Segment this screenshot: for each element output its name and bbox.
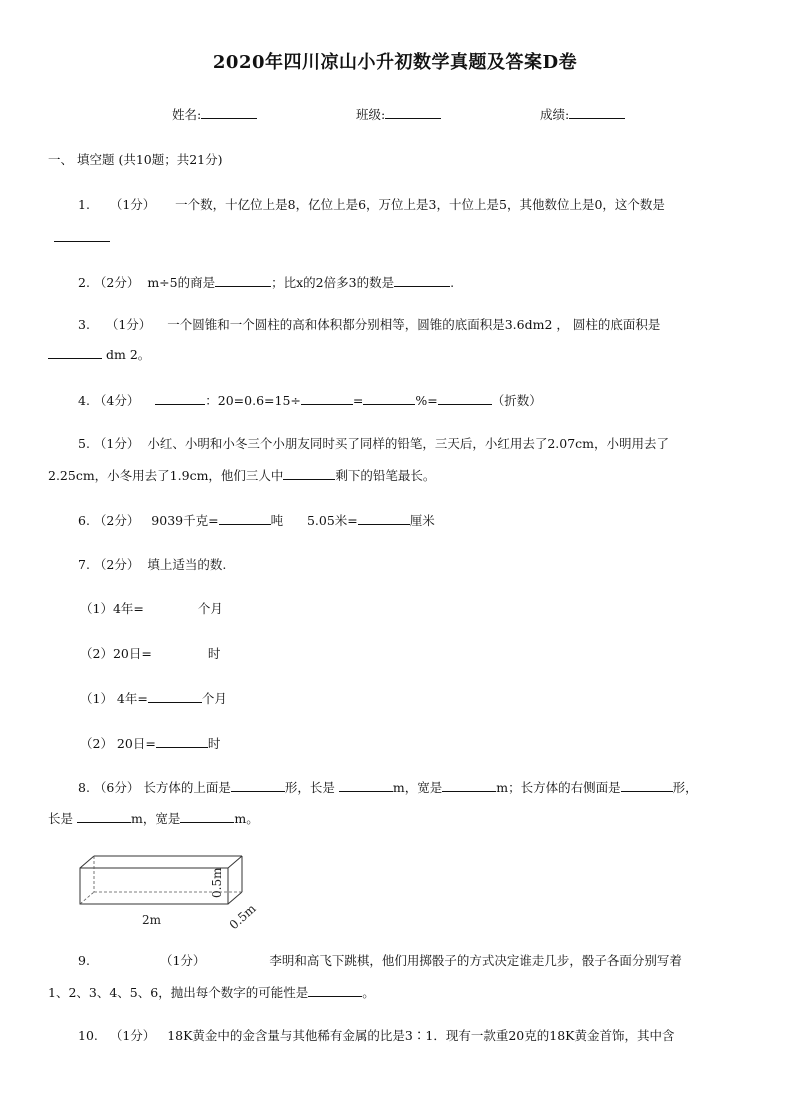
q7-sub4-blank[interactable] xyxy=(156,735,208,748)
score-field[interactable] xyxy=(540,106,625,123)
q2-text-b: ；比x的2倍多3的数是 xyxy=(271,275,395,290)
q8-blank-2[interactable] xyxy=(339,779,393,792)
q5-line2b: 剩下的铅笔最长。 xyxy=(335,468,436,483)
q7-sub3-a: （1） 4年= xyxy=(80,691,148,706)
q7-sub-4 xyxy=(80,735,220,752)
question-6 xyxy=(78,512,435,529)
q5-blank[interactable] xyxy=(283,467,335,480)
cuboid-length-label: 2m xyxy=(142,913,162,927)
q4-number: 4. xyxy=(78,393,90,408)
question-9-line2 xyxy=(48,984,375,1001)
q7-number: 7. xyxy=(78,557,90,572)
q8-text-d: m；长方体的右侧面是 xyxy=(496,780,621,795)
question-9 xyxy=(78,953,682,969)
q8-blank-1[interactable] xyxy=(231,779,285,792)
q5-line1: 小红、小明和小冬三个小朋友同时买了同样的铅笔，三天后，小红用去了2.07cm，小明用去了 xyxy=(147,436,670,451)
q7-text: 填上适当的数. xyxy=(147,557,227,572)
q6-blank-2[interactable] xyxy=(358,512,410,525)
q9-line2a: 1、2、3、4、5、6，抛出每个数字的可能性是 xyxy=(48,985,309,1000)
q8-score: （6分） xyxy=(93,780,140,795)
score-label: 成绩: xyxy=(540,107,570,122)
q5-line2a: 2.25cm，小冬用去了1.9cm，他们三人中 xyxy=(48,468,284,483)
q8-text-a: 长方体的上面是 xyxy=(143,780,231,795)
q3-text: 一个圆锥和一个圆柱的高和体积都分别相等，圆锥的底面积是3.6dm2 ， 圆柱的底面积是 xyxy=(167,317,661,332)
q6-blank-1[interactable] xyxy=(219,512,271,525)
q8-blank-5[interactable] xyxy=(77,810,131,823)
q6-text-d: 厘米 xyxy=(409,513,435,528)
q9-score: （1分） xyxy=(159,953,206,968)
q8-text-e: 形， xyxy=(672,780,698,795)
name-field[interactable] xyxy=(172,106,257,123)
q7-sub3-blank[interactable] xyxy=(148,690,202,703)
q3-score: （1分） xyxy=(105,317,152,332)
question-2 xyxy=(78,274,454,291)
q1-number: 1. xyxy=(78,197,90,212)
q3-number: 3. xyxy=(78,317,90,332)
q7-sub2-b: 时 xyxy=(207,646,221,661)
question-5-line2 xyxy=(48,467,435,484)
q4-blank-4[interactable] xyxy=(438,392,492,405)
q2-blank-1[interactable] xyxy=(215,274,271,287)
q4-score: （4分） xyxy=(93,393,140,408)
q3-blank[interactable] xyxy=(48,346,102,359)
q7-sub1-b: 个月 xyxy=(197,601,223,616)
q2-score: （2分） xyxy=(93,275,140,290)
q4-text-d: （折数） xyxy=(491,393,542,408)
q9-line2b: 。 xyxy=(362,985,375,1000)
q8-number: 8. xyxy=(78,780,90,795)
q7-score: （2分） xyxy=(93,557,140,572)
q4-text-a: ：20=0.6=15÷ xyxy=(205,393,301,408)
q8-blank-4[interactable] xyxy=(621,779,673,792)
q8-blank-6[interactable] xyxy=(180,810,234,823)
q4-blank-2[interactable] xyxy=(301,392,353,405)
cuboid-front-face xyxy=(80,868,228,904)
cuboid-top-face xyxy=(80,856,242,868)
cuboid-width-label: 0.5m xyxy=(226,901,259,932)
cuboid-figure xyxy=(74,850,274,932)
q7-sub4-a: （2） 20日= xyxy=(80,736,156,751)
q2-blank-2[interactable] xyxy=(394,274,450,287)
q8-blank-3[interactable] xyxy=(442,779,496,792)
q8-text-h: m。 xyxy=(234,811,259,826)
q3-unit: dm 2。 xyxy=(105,347,151,362)
name-label: 姓名: xyxy=(172,107,202,122)
question-7 xyxy=(78,557,226,573)
q1-text: 一个数，十亿位上是8，亿位上是6，万位上是3，十位上是5，其他数位上是0，这个数是 xyxy=(175,197,665,212)
q6-score: （2分） xyxy=(93,513,140,528)
q7-sub3-b: 个月 xyxy=(201,691,227,706)
cuboid-right-face xyxy=(228,856,242,904)
q7-sub-3 xyxy=(80,690,227,707)
q6-text-b: 吨 xyxy=(270,513,284,528)
q9-blank[interactable] xyxy=(308,984,362,997)
q6-number: 6. xyxy=(78,513,90,528)
class-blank[interactable] xyxy=(385,106,441,119)
q4-text-c: %= xyxy=(415,393,438,408)
question-8-line2 xyxy=(48,810,259,827)
question-1 xyxy=(78,197,665,213)
q5-score: （1分） xyxy=(93,436,140,451)
question-8 xyxy=(78,779,698,796)
q7-sub1-a: （1）4年= xyxy=(80,601,144,616)
q6-text-a: 9039千克= xyxy=(151,513,219,528)
q4-blank-1[interactable] xyxy=(155,392,205,405)
class-label: 班级: xyxy=(356,107,386,122)
q2-text-c: . xyxy=(450,275,455,290)
q5-number: 5. xyxy=(78,436,90,451)
q9-number: 9. xyxy=(78,953,90,968)
q2-text-a: m÷5的商是 xyxy=(147,275,216,290)
q7-sub2-a: （2）20日= xyxy=(80,646,152,661)
q1-answer-blank[interactable] xyxy=(54,241,110,242)
q7-sub-1 xyxy=(80,601,223,617)
question-3-line2 xyxy=(48,346,150,363)
q8-text-b: 形，长是 xyxy=(284,780,339,795)
q8-text-g: m，宽是 xyxy=(130,811,181,826)
q9-line1: 李明和高飞下跳棋，他们用掷骰子的方式决定谁走几步，骰子各面分别写着 xyxy=(269,953,682,968)
q1-score: （1分） xyxy=(109,197,156,212)
class-field[interactable] xyxy=(356,106,441,123)
question-4 xyxy=(78,392,542,409)
q7-sub4-b: 时 xyxy=(207,736,221,751)
q8-text-c: m，宽是 xyxy=(392,780,443,795)
name-blank[interactable] xyxy=(201,106,257,119)
page-title: 2020年四川凉山小升初数学真题及答案D卷 xyxy=(212,52,578,73)
q10-text: 18K黄金中的金含量与其他稀有金属的比是3∶1．现有一款重20克的18K黄金首饰，其中含 xyxy=(167,1028,675,1043)
q10-number: 10. xyxy=(78,1028,98,1043)
question-3 xyxy=(78,317,660,333)
q6-text-c: 5.05米= xyxy=(306,513,358,528)
q7-sub-2 xyxy=(80,646,220,662)
q4-blank-3[interactable] xyxy=(363,392,415,405)
question-5 xyxy=(78,436,669,452)
q4-text-b: = xyxy=(352,393,364,408)
question-10 xyxy=(78,1028,675,1044)
q8-text-f: 长是 xyxy=(48,811,77,826)
score-blank[interactable] xyxy=(569,106,625,119)
q10-score: （1分） xyxy=(109,1028,156,1043)
cuboid-height-label: 0.5m xyxy=(210,867,224,898)
q2-number: 2. xyxy=(78,275,90,290)
section-heading: 一、 填空题 (共10题；共21分) xyxy=(48,152,223,167)
